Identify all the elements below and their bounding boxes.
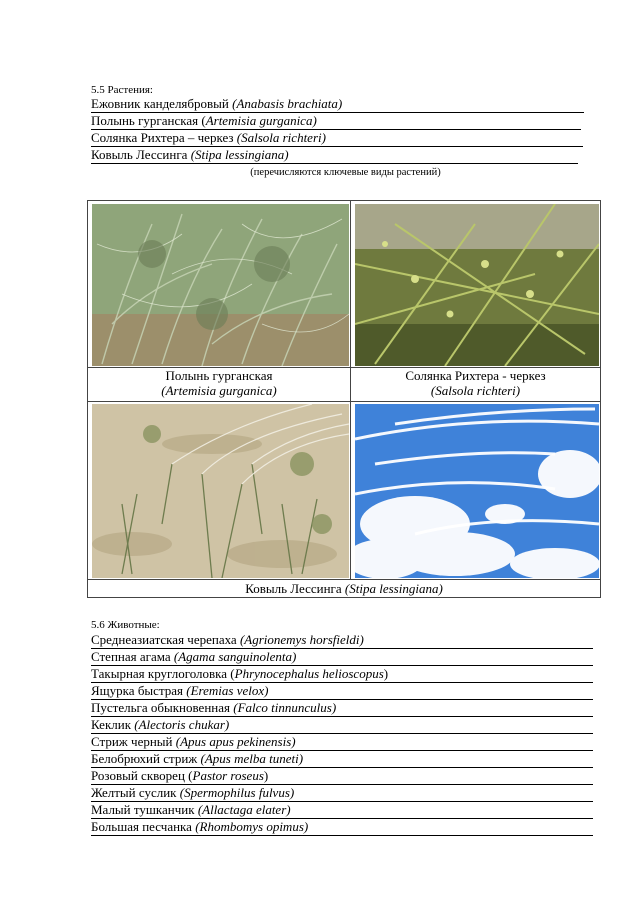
list-item: Розовый скворец (Pastor roseus): [91, 768, 593, 785]
table-divider: [350, 401, 351, 579]
photo-stipa-sky: [355, 404, 599, 578]
list-item: Желтый суслик (Spermophilus fulvus): [91, 785, 593, 802]
animals-heading: 5.6 Животные:: [91, 619, 160, 631]
table-divider: [88, 401, 600, 402]
caption-salsola: Солянка Рихтера - черкез (Salsola richteri): [405, 368, 546, 398]
caption-artemisia: Полынь гурганская (Artemisia gurganica): [161, 368, 277, 398]
list-item: Такырная круглоголовка (Phrynocephalus helioscopus): [91, 666, 593, 683]
caption-stipa: Ковыль Лессинга (Stipa lessingiana): [245, 581, 443, 596]
photo-stipa-ground: [92, 404, 349, 578]
list-item: Большая песчанка (Rhombomys opimus): [91, 819, 593, 836]
list-item: Белобрюхий стриж (Apus melba tuneti): [91, 751, 593, 768]
list-item: Ковыль Лессинга (Stipa lessingiana): [91, 147, 578, 164]
table-divider: [88, 579, 600, 580]
photo-salsola: [355, 204, 599, 366]
photo-table: [87, 200, 601, 598]
list-item: Малый тушканчик (Allactaga elater): [91, 802, 593, 819]
animals-list: [91, 632, 593, 836]
list-item: Степная агама (Agama sanguinolenta): [91, 649, 593, 666]
list-item: Кеклик (Alectoris chukar): [91, 717, 593, 734]
list-item: Среднеазиатская черепаха (Agrionemys horsfieldi): [91, 632, 593, 649]
photo-artemisia: [92, 204, 349, 366]
list-item: Полынь гурганская (Artemisia gurganica): [91, 113, 581, 130]
list-item: Ящурка быстрая (Eremias velox): [91, 683, 593, 700]
plants-list: [91, 96, 584, 164]
list-item: Ежовник канделябровый (Anabasis brachiata): [91, 96, 584, 113]
plants-heading: 5.5 Растения:: [91, 84, 153, 96]
list-item: Стриж черный (Apus apus pekinensis): [91, 734, 593, 751]
plants-note: (перечисляются ключевые виды растений): [250, 167, 441, 178]
list-item: Пустельга обыкновенная (Falco tinnunculus): [91, 700, 593, 717]
list-item: Солянка Рихтера – черкез (Salsola richteri): [91, 130, 583, 147]
